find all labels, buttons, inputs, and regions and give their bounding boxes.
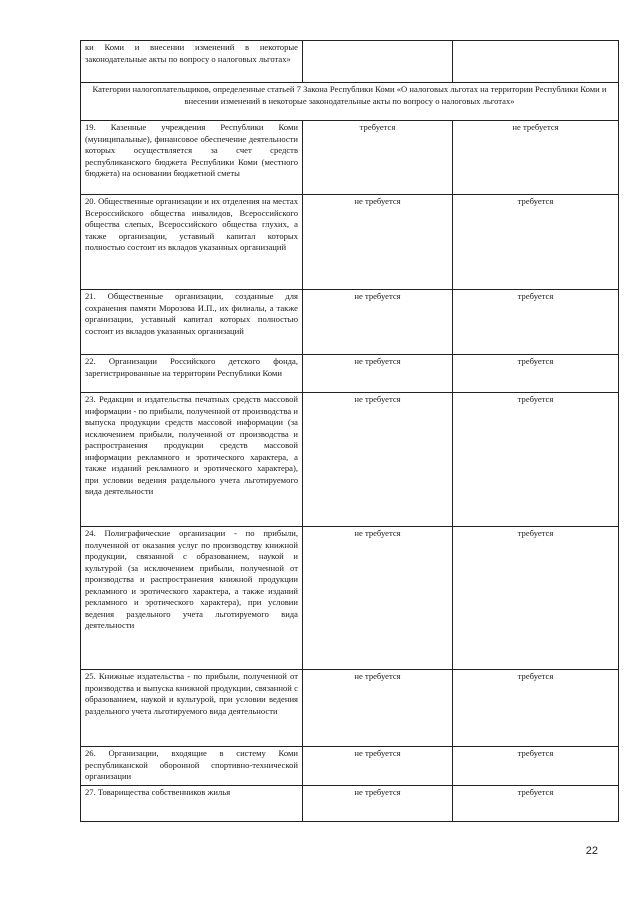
row-description: ки Коми и внесении изменений в некоторые законодательные акты по вопросу о налоговых льготах» [81,41,303,83]
row-description: 20. Общественные организации и их отделения на местах Всероссийского общества инвалидов, Всероссийского общества слепых, Всероссийского общества глухих, а также организации, уставный капитал которых полностью состоит из вкладов указанных организаций [81,195,303,290]
table-row-continuation [81,41,619,83]
table-row [81,121,619,195]
row-value-col3: требуется [453,670,619,747]
row-description: 25. Книжные издательства - по прибыли, полученной от производства и выпуска книжной продукции, связанной с образованием, наукой и культурой, при условии ведения раздельного учета льготируемого вида деятельности [81,670,303,747]
row-value-col3: требуется [453,393,619,527]
row-description: 19. Казенные учреждения Республики Коми (муниципальные), финансовое обеспечение деятельности которых осуществляется за счет средств республиканского бюджета Республики Коми (местного бюджета) на основании бюджетной сметы [81,121,303,195]
row-value-col3: не требуется [453,121,619,195]
table-row [81,670,619,747]
row-value-col2: не требуется [303,355,453,393]
row-description: 23. Редакции и издательства печатных средств массовой информации - по прибыли, полученной от производства и выпуска продукции средств массовой информации (за исключением прибыли, полученной от производства и распространения продукции средств массовой информации рекламного и эротического характера, а также изданий рекламного и эротического характера), при условии ведения раздельного учета льготируемого вида деятельности [81,393,303,527]
table-row [81,355,619,393]
table-row [81,785,619,821]
row-description: 27. Товарищества собственников жилья [81,785,303,821]
row-description: 21. Общественные организации, созданные для сохранения памяти Морозова И.П., их филиалы, а также организации, уставный капитал которых полностью состоит из вкладов указанных организаций [81,290,303,355]
table-row [81,747,619,786]
row-description: 24. Полиграфические организации - по прибыли, полученной от оказания услуг по производству книжной продукции, связанной с образованием, наукой и культурой (за исключением прибыли, полученной от производства и распространения книжной продукции рекламного и эротического характера, а также изданий рекламного и эротического характера), при условии ведения раздельного учета льготируемого вида деятельности [81,527,303,670]
row-value-col2: не требуется [303,290,453,355]
row-value-col3: требуется [453,747,619,786]
section-header-row [81,83,619,121]
table-row [81,290,619,355]
tax-benefits-table [80,40,619,822]
row-value-col2 [303,41,453,83]
row-value-col3 [453,41,619,83]
row-value-col3: требуется [453,527,619,670]
table-row [81,393,619,527]
row-value-col2: не требуется [303,785,453,821]
row-value-col2: не требуется [303,393,453,527]
row-value-col3: требуется [453,290,619,355]
row-value-col2: не требуется [303,747,453,786]
row-value-col3: требуется [453,195,619,290]
page-number: 22 [585,845,598,857]
row-description: 22. Организации Российского детского фонда, зарегистрированные на территории Республики Коми [81,355,303,393]
row-value-col2: не требуется [303,195,453,290]
row-value-col3: требуется [453,785,619,821]
row-value-col2: не требуется [303,527,453,670]
section-header: Категории налогоплательщиков, определенные статьей 7 Закона Республики Коми «О налоговых льготах на территории Республики Коми и внесении изменений в некоторые законодательные акты по вопросу о налоговых льготах» [81,83,619,121]
row-value-col3: требуется [453,355,619,393]
table-row [81,527,619,670]
table-row [81,195,619,290]
row-value-col2: требуется [303,121,453,195]
row-value-col2: не требуется [303,670,453,747]
row-description: 26. Организации, входящие в систему Коми республиканской оборонной спортивно-технической организации [81,747,303,786]
